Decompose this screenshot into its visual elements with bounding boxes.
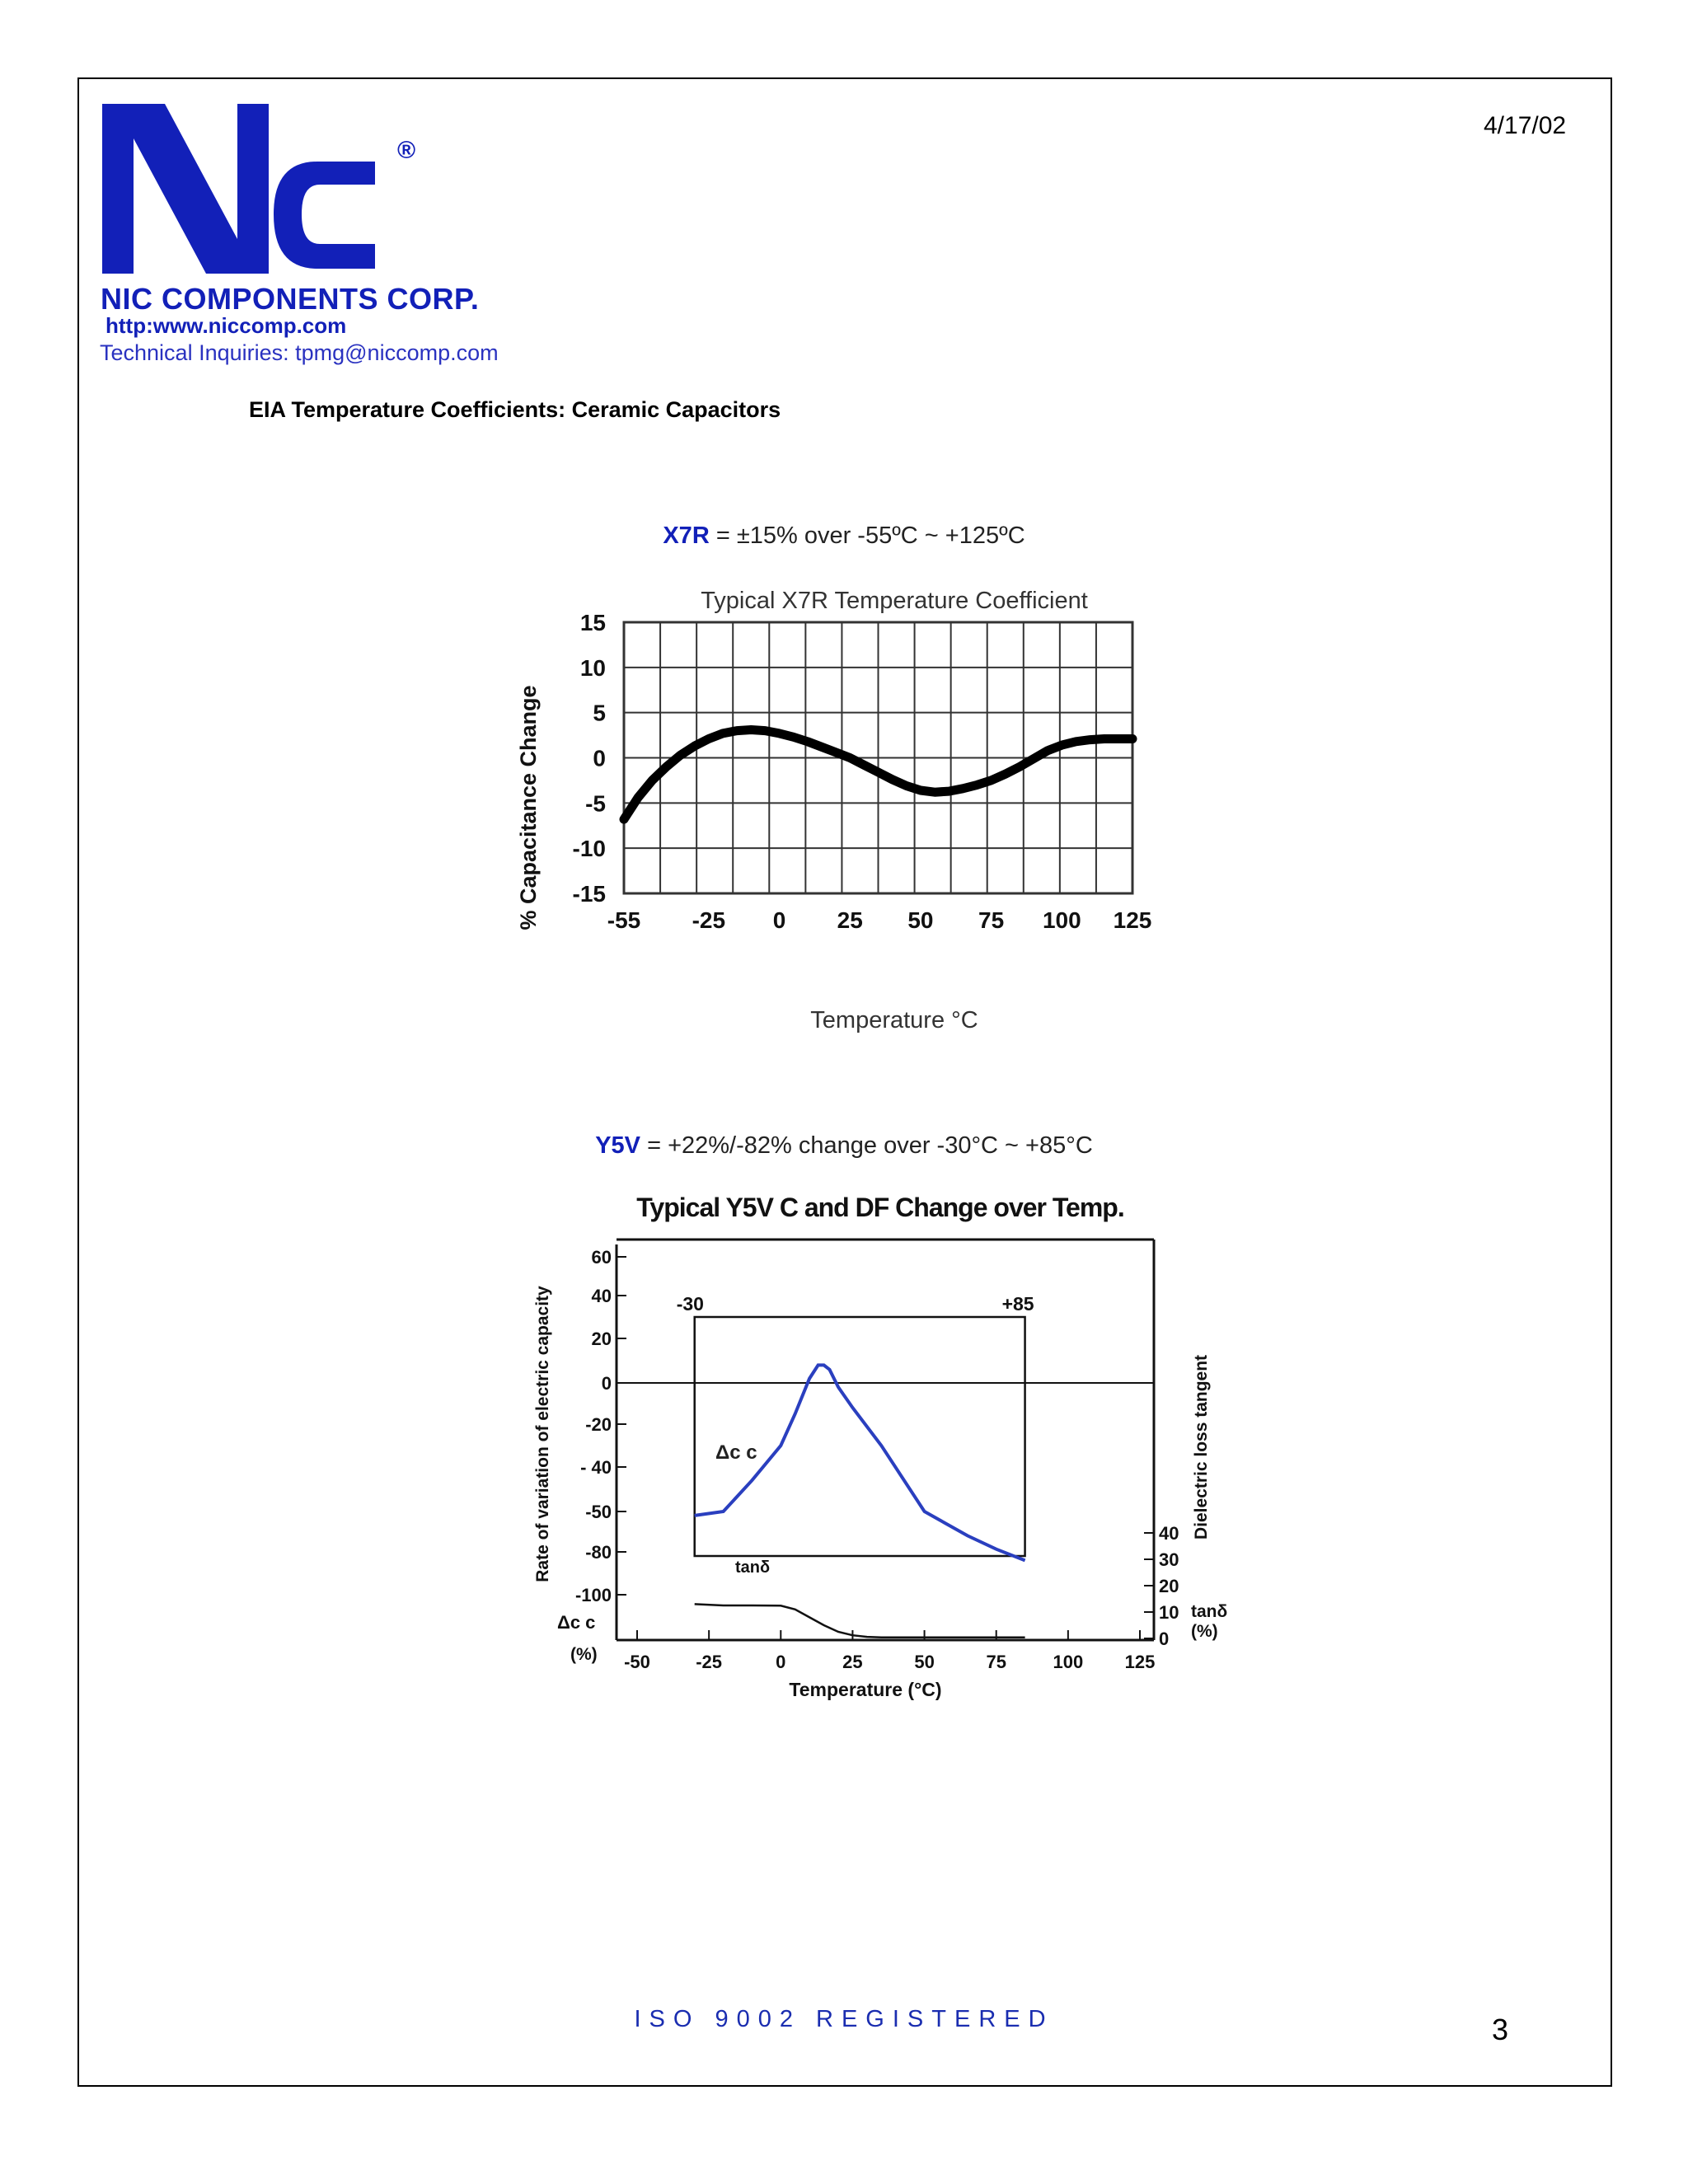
x7r-x-tick-label: 75 bbox=[978, 907, 1005, 933]
x7r-grid bbox=[624, 622, 1132, 893]
y5v-x-tick-label: 50 bbox=[914, 1652, 935, 1672]
y5v-y2-unit-label: tanδ bbox=[1191, 1602, 1228, 1621]
x7r-x-tick-label: -55 bbox=[607, 907, 641, 933]
x7r-chart-title: Typical X7R Temperature Coefficient bbox=[701, 588, 1088, 614]
registered-mark: ® bbox=[397, 137, 416, 164]
y5v-y-unit: (%) bbox=[570, 1645, 598, 1664]
y5v-code: Y5V bbox=[595, 1132, 641, 1159]
y5v-y2-unit: (%) bbox=[1191, 1622, 1218, 1641]
technical-inquiries[interactable]: Technical Inquiries: tpmg@niccomp.com bbox=[100, 340, 499, 365]
y5v-y-tick-label: -100 bbox=[574, 1585, 612, 1605]
y5v-y-tick-label: - 40 bbox=[580, 1457, 612, 1478]
y5v-y2-axis-label: Dielectric loss tangent bbox=[1192, 1354, 1211, 1540]
x7r-y-axis-label: % Capacitance Change bbox=[516, 685, 541, 930]
y5v-y-tick-label: -20 bbox=[585, 1414, 612, 1435]
y5v-x-tick-label: 75 bbox=[986, 1652, 1006, 1672]
y5v-y-tick-label: -80 bbox=[585, 1542, 612, 1563]
y5v-y-tick-label: 40 bbox=[591, 1286, 612, 1306]
logo-c-shape bbox=[274, 162, 375, 269]
y5v-y2-ticks bbox=[1144, 1523, 1179, 1649]
y5v-y-unit-label: Δc c bbox=[557, 1612, 596, 1633]
y5v-x-tick-label: 0 bbox=[776, 1652, 786, 1672]
nic-logo bbox=[99, 99, 429, 280]
x7r-x-tick-label: -25 bbox=[692, 907, 726, 933]
y5v-caption bbox=[0, 1132, 1688, 1160]
x7r-x-tick-label: 50 bbox=[907, 907, 934, 933]
x7r-y-tick-label: 15 bbox=[579, 610, 606, 635]
y5v-y-ticks bbox=[575, 1247, 626, 1605]
logo-n-shape bbox=[102, 104, 269, 274]
y5v-y2-tick-label: 30 bbox=[1159, 1549, 1179, 1570]
x7r-caption bbox=[0, 523, 1688, 550]
y5v-tan-curve bbox=[695, 1604, 1025, 1637]
x7r-y-tick-label: 5 bbox=[593, 700, 606, 726]
y5v-x-axis-label: Temperature (°C) bbox=[789, 1679, 942, 1700]
x7r-y-ticks bbox=[573, 610, 606, 907]
page-border bbox=[77, 77, 1612, 2087]
y5v-chart-title: Typical Y5V C and DF Change over Temp. bbox=[636, 1193, 1124, 1222]
document-date: 4/17/02 bbox=[1484, 112, 1567, 139]
y5v-y2-tick-label: 0 bbox=[1159, 1629, 1170, 1649]
x7r-x-tick-label: 25 bbox=[837, 907, 863, 933]
x7r-y-tick-label: 0 bbox=[593, 745, 606, 771]
y5v-chart bbox=[519, 1187, 1261, 1714]
x7r-x-axis-label: Temperature °C bbox=[810, 1007, 978, 1033]
y5v-x-tick-label: -25 bbox=[696, 1652, 723, 1672]
y5v-x-tick-label: 100 bbox=[1053, 1652, 1084, 1672]
y5v-range-box bbox=[695, 1317, 1025, 1556]
y5v-tan-label: tanδ bbox=[735, 1558, 771, 1577]
y5v-y-axis-label: Rate of variation of electric capacity bbox=[533, 1286, 552, 1582]
page-number: 3 bbox=[1492, 2013, 1509, 2046]
company-name: NIC COMPONENTS CORP. bbox=[101, 282, 480, 316]
x7r-y-tick-label: 10 bbox=[579, 654, 606, 681]
y5v-y-tick-label: 20 bbox=[591, 1329, 612, 1349]
y5v-y2-tick-label: 40 bbox=[1159, 1523, 1179, 1544]
y5v-x-tick-label: -50 bbox=[624, 1652, 650, 1672]
y5v-dc-label: Δc c bbox=[715, 1441, 757, 1464]
y5v-y2-tick-label: 10 bbox=[1159, 1602, 1179, 1623]
x7r-x-tick-label: 0 bbox=[772, 907, 786, 933]
y5v-y2-tick-label: 20 bbox=[1159, 1576, 1179, 1596]
y5v-x-tick-label: 25 bbox=[842, 1652, 863, 1672]
x7r-x-tick-label: 100 bbox=[1042, 907, 1081, 933]
x7r-x-ticks bbox=[607, 907, 1152, 933]
x7r-code: X7R bbox=[663, 523, 710, 549]
iso-registration: ISO 9002 REGISTERED bbox=[634, 2006, 1054, 2032]
y5v-y-tick-label: 0 bbox=[601, 1373, 612, 1394]
y5v-y-tick-label: -50 bbox=[585, 1502, 612, 1522]
y5v-box-label-left: -30 bbox=[676, 1293, 704, 1315]
y5v-spec: = +22%/-82% change over -30°C ~ +85°C bbox=[640, 1132, 1093, 1159]
x7r-spec: = ±15% over -55ºC ~ +125ºC bbox=[709, 523, 1025, 549]
document-heading: EIA Temperature Coefficients: Ceramic Capacitors bbox=[249, 397, 781, 422]
x7r-x-tick-label: 125 bbox=[1113, 907, 1152, 933]
y5v-box-label-right: +85 bbox=[1001, 1293, 1034, 1315]
company-url[interactable]: http:www.niccomp.com bbox=[106, 313, 347, 338]
y5v-x-tick-label: 125 bbox=[1124, 1652, 1156, 1672]
y5v-y-tick-label: 60 bbox=[591, 1247, 612, 1268]
x7r-y-tick-label: -15 bbox=[572, 881, 606, 907]
x7r-y-tick-label: -5 bbox=[585, 790, 606, 817]
x7r-chart bbox=[511, 577, 1253, 1047]
x7r-y-tick-label: -10 bbox=[572, 836, 606, 862]
